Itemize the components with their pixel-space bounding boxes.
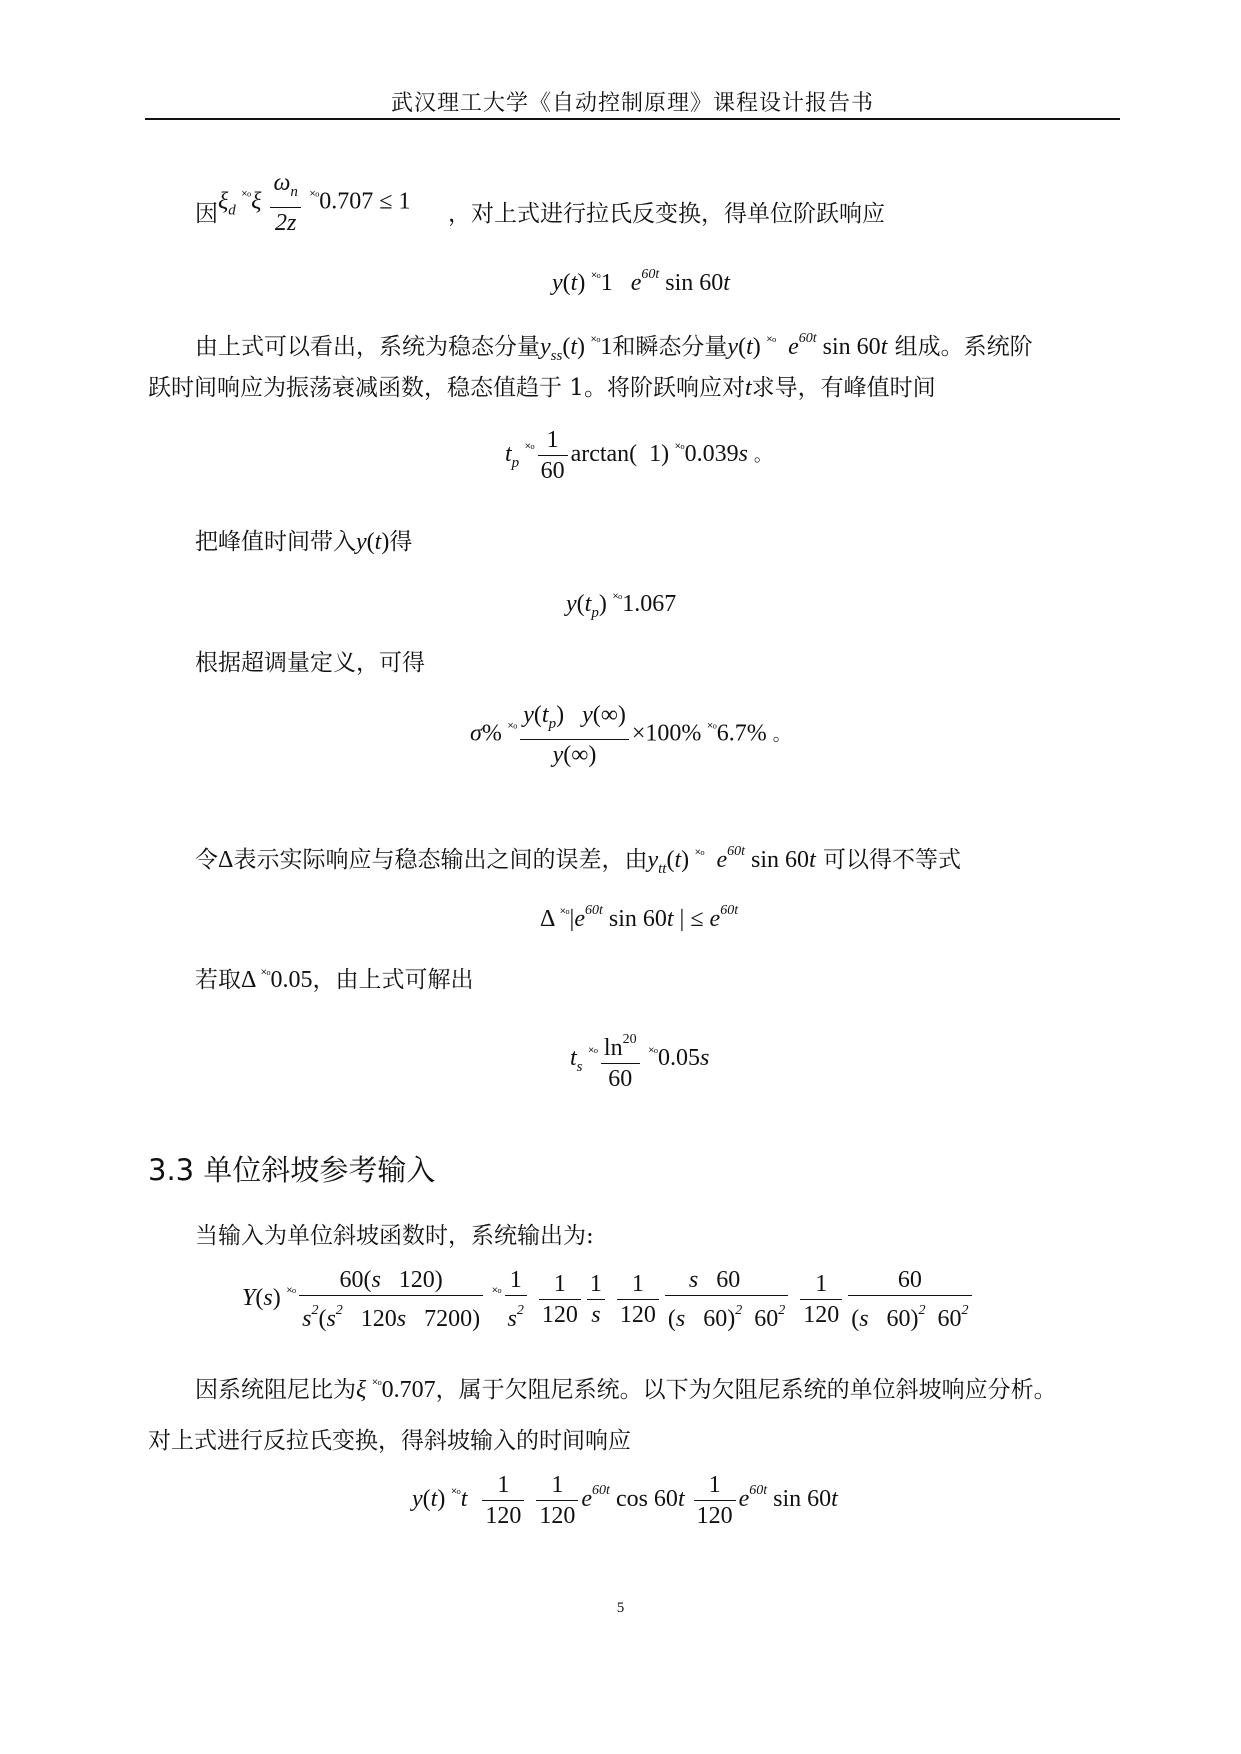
paragraph-substitute-peak: 把峰值时间带入y(t)得 — [195, 529, 413, 555]
paragraph-inverse-laplace: 对上式进行反拉氏变换，得斜坡输入的时间响应 — [148, 1428, 631, 1454]
page-header: 武汉理工大学《自动控制原理》课程设计报告书 — [390, 91, 874, 116]
paragraph-underdamped: 因系统阻尼比为ξ $^{˟ᵒ}$0.707，属于欠阻尼系统。以下为欠阻尼系统的单位斜坡响应分析。 — [195, 1377, 1057, 1403]
equation-damping-inline: $\xi_d$ $^{˟ᵒ}$ξ $\frac{\omega_n}{2z}$ $^{˟ᵒ}$0.707 ≤ 1 — [218, 170, 411, 236]
equation-overshoot: σ% $^{˟ᵒ}$ $\frac{y(t_p) y(\infty)}{y(\infty)}$ ×100% $^{˟ᵒ}$6.7% 。 — [470, 702, 791, 768]
equation-ramp-laplace: Y(s) $^{˟ᵒ}$ $\frac{60(s 120)}{s^2(s^2 120s 7200)}$ $^{˟ᵒ}$ $\frac{1}{s^2}$ $\frac{1}{120}$ $\frac{1}{s}$ $\frac{1}{120}$ $\frac{s 60}{(s 60)^2 60^2}$ $\frac{1}{120}$ $\frac{60}{(s 60)^2 60^2}$ — [242, 1265, 975, 1334]
paragraph-tolerance: 若取Δ $^{˟ᵒ}$0.05，由上式可解出 — [195, 967, 474, 993]
paragraph-error: 令Δ表示实际响应与稳态输出之间的误差，由$y_{tt}(t)$ $^{˟ᵒ}$ $e^{60t}$ sin 60t 可以得不等式 — [195, 844, 962, 877]
paragraph-damping: 因 — [195, 201, 218, 227]
equation-inequality: Δ $^{˟ᵒ}|e^{60t}$ sin 60t | ≤ $e^{60t}$ — [540, 903, 739, 932]
page-number: 5 — [616, 1600, 625, 1616]
section-heading: 3.3 单位斜坡参考输入 — [148, 1153, 436, 1187]
paragraph-components: 由上式可以看出，系统为稳态分量$y_{ss}(t)$ $^{˟ᵒ}$1和瞬态分量y(t) $^{˟ᵒ}$ $e^{60t}$ sin 60t 组成。系统阶 — [195, 331, 1033, 364]
equation-peak-time: $t_p$ $^{˟ᵒ}$ $\frac{1}{60}$ arctan( 1) $^{˟ᵒ}$0.039s 。 — [505, 427, 772, 484]
paragraph-laplace: ，对上式进行拉氏反变换，得单位阶跃响应 — [448, 201, 885, 227]
equation-settling-time: $t_s$ $^{˟ᵒ}$ $\frac{\ln^{20}}{60}$ $^{˟ᵒ}$0.05s — [570, 1025, 709, 1094]
equation-peak-value: $y(t_p)$ $^{˟ᵒ}$1.067 — [566, 591, 677, 621]
paragraph-overshoot-def: 根据超调量定义，可得 — [195, 650, 425, 676]
equation-ramp-response: y(t) $^{˟ᵒ}$t $\frac{1}{120}$ $\frac{1}{120}$ $e^{60t}$ cos 60t $\frac{1}{120}$ $e^{60t}$ sin 60t — [412, 1472, 838, 1529]
paragraph-oscillation: 跃时间响应为振荡衰减函数，稳态值趋于 1。将阶跃响应对t求导，有峰值时间 — [148, 375, 936, 401]
equation-step-response: y(t) $^{˟ᵒ}$1 $e^{60t}$ sin 60t — [552, 267, 730, 296]
paragraph-ramp-output: 当输入为单位斜坡函数时，系统输出为: — [195, 1223, 594, 1249]
header-rule — [145, 118, 1120, 120]
